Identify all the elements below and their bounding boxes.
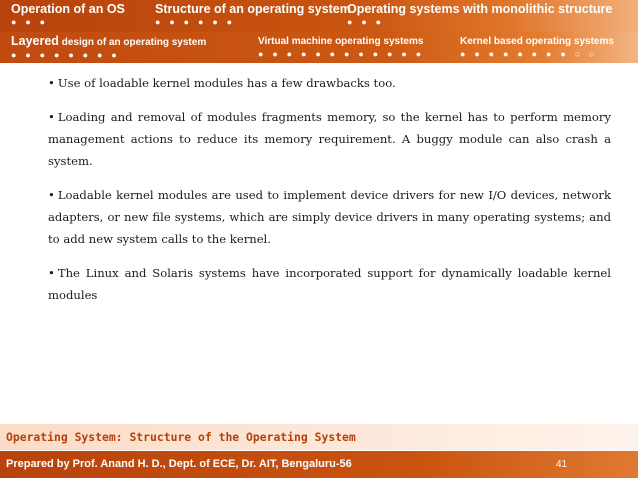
filled-dots: ● ● ● ● ● ● ● ●: [460, 49, 569, 59]
nav-item-monolithic-structure[interactable]: [347, 2, 612, 27]
footer-title: Operating System: Structure of the Operating System: [6, 430, 356, 444]
filled-dots: ● ● ●: [11, 17, 49, 27]
progress-dots: [11, 50, 206, 60]
progress-dots: [347, 17, 612, 27]
filled-dots: ● ● ● ● ● ●: [155, 17, 236, 27]
nav-label: Operation of an OS: [11, 2, 125, 16]
bullet-paragraph: [48, 262, 611, 306]
progress-dots: [11, 17, 125, 27]
nav-label: Virtual machine operating systems: [258, 36, 424, 47]
nav-label: Structure of an operating system: [155, 2, 351, 16]
nav-item-virtual-machine-os[interactable]: [258, 34, 424, 59]
bullet-paragraph: [48, 72, 611, 94]
progress-dots: [258, 49, 424, 59]
bullet-text: Loadable kernel modules are used to implement device drivers for new I/O devices, network adapters, or new file systems, which are simply device drivers in many operating systems; and to add new system calls to the kernel.: [48, 188, 611, 246]
nav-item-operation-of-an-os[interactable]: [11, 2, 125, 27]
progress-dots: [155, 17, 351, 27]
bullet-text: Use of loadable kernel modules has a few drawbacks too.: [57, 76, 396, 90]
bullet-icon: •: [48, 76, 55, 90]
nav-label: Kernel based operating systems: [460, 36, 614, 47]
author-credit: Prepared by Prof. Anand H. D., Dept. of ECE, Dr. AIT, Bengaluru-56: [6, 458, 352, 470]
hollow-dots: ○ ○: [574, 49, 598, 59]
progress-dots: [460, 49, 614, 59]
bullet-icon: •: [48, 110, 55, 124]
nav-label-emphasis: Layered: [11, 34, 59, 48]
bullet-icon: •: [48, 266, 55, 280]
slide-content: [48, 72, 611, 318]
nav-label: [11, 34, 206, 50]
nav-item-layered-design[interactable]: [11, 34, 206, 60]
bullet-paragraph: [48, 106, 611, 172]
filled-dots: ● ● ●: [347, 17, 385, 27]
filled-dots: ● ● ● ● ● ● ● ●: [11, 50, 120, 60]
bullet-paragraph: [48, 184, 611, 250]
bullet-icon: •: [48, 188, 55, 202]
filled-dots: ● ● ● ● ● ● ● ● ● ● ● ●: [258, 49, 425, 59]
nav-item-kernel-based-os[interactable]: [460, 34, 614, 59]
nav-label: Operating systems with monolithic structure: [347, 2, 613, 16]
bullet-text: Loading and removal of modules fragments memory, so the kernel has to perform memory management actions to reduce its memory requirement. A buggy module can also crash a system.: [48, 110, 611, 168]
nav-item-structure-of-os[interactable]: [155, 2, 351, 27]
page-number: 41: [556, 459, 568, 470]
bullet-text: The Linux and Solaris systems have incorporated support for dynamically loadable kernel modules: [48, 266, 611, 302]
nav-label-rest: design of an operating system: [58, 37, 207, 48]
